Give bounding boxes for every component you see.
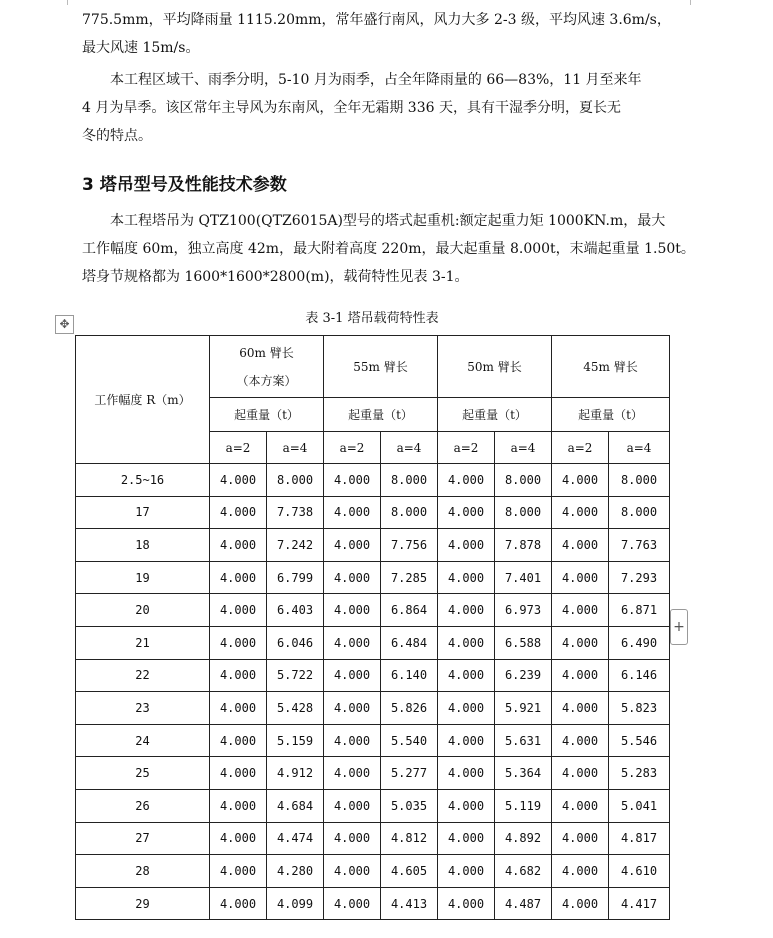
capacity-cell: 4.099 bbox=[267, 887, 324, 920]
table-row bbox=[76, 887, 670, 920]
radius-cell: 27 bbox=[76, 822, 210, 855]
table-row bbox=[76, 855, 670, 888]
capacity-cell: 4.000 bbox=[552, 692, 609, 725]
capacity-cell: 4.000 bbox=[210, 529, 267, 562]
radius-cell: 18 bbox=[76, 529, 210, 562]
table-row bbox=[76, 529, 670, 562]
capacity-cell: 5.722 bbox=[267, 659, 324, 692]
text-line: 本工程区域干、雨季分明，5-10 月为雨季，占全年降雨量的 66—83%，11 月至来年 bbox=[82, 72, 642, 88]
capacity-cell: 6.484 bbox=[381, 626, 438, 659]
capacity-cell: 4.000 bbox=[438, 496, 495, 529]
capacity-cell: 4.605 bbox=[381, 855, 438, 888]
capacity-cell: 6.588 bbox=[495, 626, 552, 659]
a4-header: a=4 bbox=[267, 432, 324, 464]
a2-header: a=2 bbox=[210, 432, 267, 464]
capacity-cell: 6.490 bbox=[609, 626, 670, 659]
radius-cell: 26 bbox=[76, 789, 210, 822]
capacity-cell: 6.799 bbox=[267, 561, 324, 594]
capacity-cell: 4.413 bbox=[381, 887, 438, 920]
capacity-cell: 4.000 bbox=[324, 594, 381, 627]
text-line: 775.5mm，平均降雨量 1115.20mm，常年盛行南风，风力大多 2-3 级，平均风速 3.6m/s， bbox=[82, 12, 671, 28]
capacity-cell: 4.000 bbox=[438, 757, 495, 790]
capacity-cell: 6.239 bbox=[495, 659, 552, 692]
boom-header-note: （本方案） bbox=[236, 373, 297, 388]
text-line: 4 月为旱季。该区常年主导风为东南风，全年无霜期 336 天，具有干湿季分明，夏长无 bbox=[82, 100, 621, 116]
text-line: 本工程塔吊为 QTZ100(QTZ6015A)型号的塔式起重机:额定起重力矩 1000KN.m，最大 bbox=[82, 213, 666, 229]
capacity-cell: 5.823 bbox=[609, 692, 670, 725]
capacity-cell: 4.000 bbox=[438, 659, 495, 692]
capacity-cell: 4.000 bbox=[210, 692, 267, 725]
capacity-cell: 4.000 bbox=[324, 464, 381, 497]
table-caption: 表 3-1 塔吊载荷特性表 bbox=[305, 311, 439, 326]
capacity-cell: 8.000 bbox=[381, 464, 438, 497]
a4-header: a=4 bbox=[609, 432, 670, 464]
radius-cell: 17 bbox=[76, 496, 210, 529]
paragraph-seasons bbox=[82, 66, 692, 150]
capacity-cell: 4.000 bbox=[210, 855, 267, 888]
capacity-cell: 4.000 bbox=[438, 887, 495, 920]
capacity-cell: 4.417 bbox=[609, 887, 670, 920]
capacity-cell: 5.277 bbox=[381, 757, 438, 790]
capacity-cell: 7.285 bbox=[381, 561, 438, 594]
capacity-cell: 4.000 bbox=[324, 822, 381, 855]
capacity-cell: 4.000 bbox=[552, 496, 609, 529]
boom-header-60m bbox=[210, 336, 324, 398]
table-row bbox=[76, 724, 670, 757]
capacity-cell: 5.631 bbox=[495, 724, 552, 757]
paragraph-climate bbox=[82, 6, 692, 62]
capacity-cell: 7.242 bbox=[267, 529, 324, 562]
capacity-cell: 4.000 bbox=[324, 757, 381, 790]
text-line: 工作幅度 60m，独立高度 42m，最大附着高度 220m，最大起重量 8.000t，末端起重量 1.50t。 bbox=[82, 241, 695, 257]
capacity-cell: 4.000 bbox=[324, 529, 381, 562]
margin-corner-mark bbox=[57, 0, 68, 5]
capacity-cell: 4.000 bbox=[438, 692, 495, 725]
table-row bbox=[76, 626, 670, 659]
table-row bbox=[76, 496, 670, 529]
radius-cell: 24 bbox=[76, 724, 210, 757]
capacity-cell: 6.140 bbox=[381, 659, 438, 692]
capacity-cell: 5.119 bbox=[495, 789, 552, 822]
margin-corner-mark bbox=[690, 0, 713, 5]
capacity-cell: 4.000 bbox=[210, 757, 267, 790]
capacity-cell: 4.000 bbox=[438, 855, 495, 888]
capacity-cell: 8.000 bbox=[495, 464, 552, 497]
capacity-cell: 7.763 bbox=[609, 529, 670, 562]
paragraph-crane-spec bbox=[82, 207, 695, 291]
plus-icon[interactable]: + bbox=[670, 609, 688, 645]
capacity-cell: 4.000 bbox=[552, 594, 609, 627]
capacity-cell: 5.428 bbox=[267, 692, 324, 725]
capacity-header: 起重量（t） bbox=[324, 398, 438, 432]
capacity-cell: 4.000 bbox=[552, 659, 609, 692]
radius-header: 工作幅度 R（m） bbox=[76, 336, 210, 464]
capacity-cell: 5.921 bbox=[495, 692, 552, 725]
radius-cell: 23 bbox=[76, 692, 210, 725]
capacity-cell: 4.000 bbox=[552, 724, 609, 757]
table-row bbox=[76, 789, 670, 822]
capacity-cell: 4.812 bbox=[381, 822, 438, 855]
capacity-cell: 5.159 bbox=[267, 724, 324, 757]
capacity-header: 起重量（t） bbox=[438, 398, 552, 432]
capacity-cell: 4.000 bbox=[324, 724, 381, 757]
capacity-cell: 4.000 bbox=[552, 887, 609, 920]
capacity-cell: 4.000 bbox=[438, 724, 495, 757]
radius-cell: 2.5~16 bbox=[76, 464, 210, 497]
capacity-cell: 4.000 bbox=[438, 822, 495, 855]
capacity-cell: 4.000 bbox=[324, 496, 381, 529]
capacity-cell: 4.682 bbox=[495, 855, 552, 888]
radius-cell: 19 bbox=[76, 561, 210, 594]
capacity-cell: 4.000 bbox=[552, 822, 609, 855]
capacity-cell: 4.000 bbox=[324, 659, 381, 692]
capacity-cell: 4.280 bbox=[267, 855, 324, 888]
capacity-cell: 6.871 bbox=[609, 594, 670, 627]
capacity-cell: 4.892 bbox=[495, 822, 552, 855]
capacity-cell: 7.756 bbox=[381, 529, 438, 562]
table-row bbox=[76, 594, 670, 627]
capacity-cell: 5.546 bbox=[609, 724, 670, 757]
capacity-cell: 4.000 bbox=[210, 464, 267, 497]
radius-cell: 20 bbox=[76, 594, 210, 627]
capacity-cell: 8.000 bbox=[609, 496, 670, 529]
capacity-cell: 4.000 bbox=[324, 692, 381, 725]
capacity-cell: 4.000 bbox=[552, 561, 609, 594]
move-arrows-icon[interactable]: ✥ bbox=[55, 315, 74, 334]
capacity-cell: 5.364 bbox=[495, 757, 552, 790]
capacity-cell: 6.046 bbox=[267, 626, 324, 659]
capacity-cell: 4.000 bbox=[210, 561, 267, 594]
capacity-cell: 4.000 bbox=[324, 789, 381, 822]
capacity-cell: 6.864 bbox=[381, 594, 438, 627]
boom-header-line: 60m 臂长 bbox=[239, 345, 294, 360]
capacity-cell: 7.293 bbox=[609, 561, 670, 594]
capacity-cell: 4.000 bbox=[552, 529, 609, 562]
capacity-cell: 4.000 bbox=[438, 789, 495, 822]
capacity-cell: 8.000 bbox=[495, 496, 552, 529]
text-line: 最大风速 15m/s。 bbox=[82, 40, 200, 56]
capacity-header: 起重量（t） bbox=[552, 398, 670, 432]
table-row bbox=[76, 659, 670, 692]
capacity-cell: 4.474 bbox=[267, 822, 324, 855]
capacity-cell: 4.000 bbox=[210, 594, 267, 627]
a2-header: a=2 bbox=[438, 432, 495, 464]
text-line: 塔身节规格都为 1600*1600*2800(m)，载荷特性见表 3-1。 bbox=[82, 269, 469, 285]
radius-cell: 22 bbox=[76, 659, 210, 692]
capacity-cell: 4.000 bbox=[324, 561, 381, 594]
capacity-header: 起重量（t） bbox=[210, 398, 324, 432]
capacity-cell: 4.000 bbox=[210, 789, 267, 822]
capacity-cell: 4.000 bbox=[210, 822, 267, 855]
capacity-cell: 7.878 bbox=[495, 529, 552, 562]
table-row bbox=[76, 757, 670, 790]
capacity-cell: 4.817 bbox=[609, 822, 670, 855]
capacity-cell: 7.401 bbox=[495, 561, 552, 594]
capacity-cell: 4.000 bbox=[210, 496, 267, 529]
text-line: 冬的特点。 bbox=[82, 128, 152, 144]
capacity-cell: 4.000 bbox=[438, 561, 495, 594]
a4-header: a=4 bbox=[381, 432, 438, 464]
load-table bbox=[75, 335, 670, 920]
section-heading: 3 塔吊型号及性能技术参数 bbox=[82, 175, 287, 195]
capacity-cell: 4.000 bbox=[552, 789, 609, 822]
capacity-cell: 8.000 bbox=[267, 464, 324, 497]
radius-cell: 25 bbox=[76, 757, 210, 790]
capacity-cell: 7.738 bbox=[267, 496, 324, 529]
capacity-cell: 4.000 bbox=[552, 855, 609, 888]
capacity-cell: 5.826 bbox=[381, 692, 438, 725]
capacity-cell: 4.684 bbox=[267, 789, 324, 822]
capacity-cell: 4.000 bbox=[210, 724, 267, 757]
capacity-cell: 4.000 bbox=[210, 887, 267, 920]
boom-header-55m: 55m 臂长 bbox=[324, 336, 438, 398]
capacity-cell: 4.487 bbox=[495, 887, 552, 920]
radius-cell: 21 bbox=[76, 626, 210, 659]
table-row bbox=[76, 822, 670, 855]
capacity-cell: 4.000 bbox=[552, 464, 609, 497]
boom-header-45m: 45m 臂长 bbox=[552, 336, 670, 398]
a2-header: a=2 bbox=[324, 432, 381, 464]
capacity-cell: 6.146 bbox=[609, 659, 670, 692]
capacity-cell: 4.000 bbox=[438, 464, 495, 497]
table-body bbox=[76, 464, 670, 920]
capacity-cell: 4.610 bbox=[609, 855, 670, 888]
capacity-cell: 5.035 bbox=[381, 789, 438, 822]
capacity-cell: 4.000 bbox=[552, 757, 609, 790]
radius-cell: 29 bbox=[76, 887, 210, 920]
capacity-cell: 4.000 bbox=[324, 887, 381, 920]
a2-header: a=2 bbox=[552, 432, 609, 464]
capacity-cell: 5.283 bbox=[609, 757, 670, 790]
capacity-cell: 5.540 bbox=[381, 724, 438, 757]
capacity-cell: 4.000 bbox=[552, 626, 609, 659]
boom-header-50m: 50m 臂长 bbox=[438, 336, 552, 398]
table-row bbox=[76, 692, 670, 725]
capacity-cell: 4.912 bbox=[267, 757, 324, 790]
a4-header: a=4 bbox=[495, 432, 552, 464]
capacity-cell: 6.403 bbox=[267, 594, 324, 627]
capacity-cell: 6.973 bbox=[495, 594, 552, 627]
capacity-cell: 4.000 bbox=[210, 626, 267, 659]
radius-cell: 28 bbox=[76, 855, 210, 888]
capacity-cell: 8.000 bbox=[381, 496, 438, 529]
capacity-cell: 4.000 bbox=[210, 659, 267, 692]
table-row bbox=[76, 561, 670, 594]
capacity-cell: 5.041 bbox=[609, 789, 670, 822]
capacity-cell: 4.000 bbox=[438, 594, 495, 627]
capacity-cell: 8.000 bbox=[609, 464, 670, 497]
capacity-cell: 4.000 bbox=[438, 626, 495, 659]
capacity-cell: 4.000 bbox=[324, 626, 381, 659]
capacity-cell: 4.000 bbox=[324, 855, 381, 888]
table-row bbox=[76, 464, 670, 497]
capacity-cell: 4.000 bbox=[438, 529, 495, 562]
